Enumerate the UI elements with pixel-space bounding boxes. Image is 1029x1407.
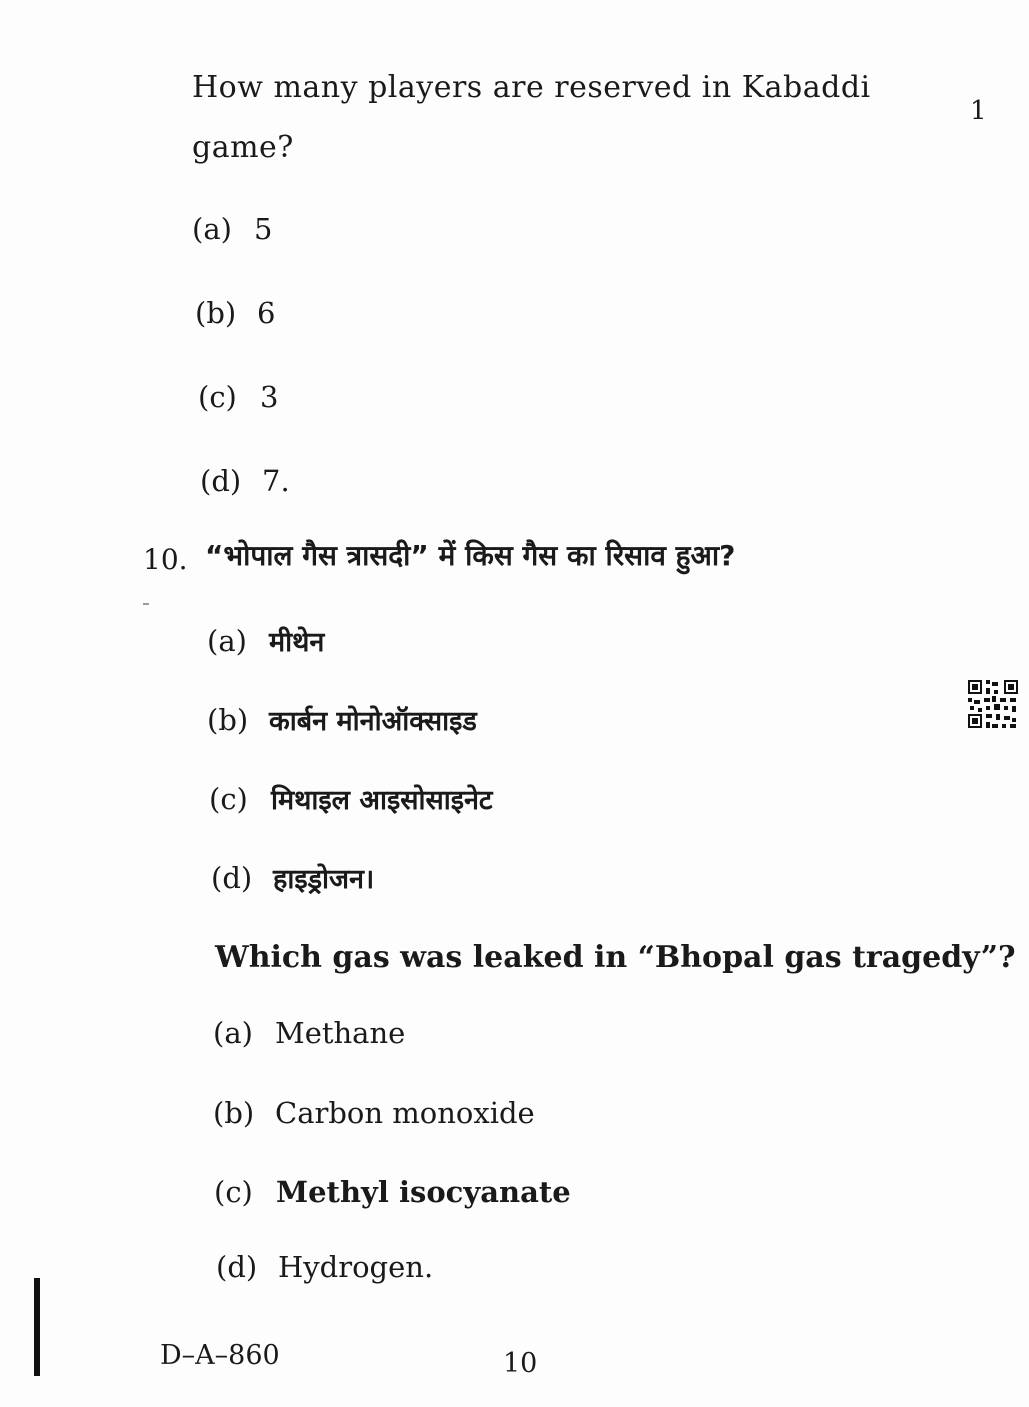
question-10-hindi-text: “भोपाल गैस त्रासदी” में किस गैस का रिसाव हुआ? xyxy=(205,539,736,572)
option-label: (c) xyxy=(214,1175,253,1209)
option-text: 5 xyxy=(254,212,273,246)
option-text: Methane xyxy=(275,1016,406,1050)
q10-english-option-c xyxy=(214,1175,571,1209)
option-text: मिथाइल आइसोसाइनेट xyxy=(271,785,493,816)
option-text: 3 xyxy=(260,380,279,414)
option-text: कार्बन मोनोऑक्साइड xyxy=(269,706,477,737)
q9-option-a xyxy=(192,212,272,246)
option-text: Carbon monoxide xyxy=(275,1096,535,1130)
option-text: 6 xyxy=(257,296,276,330)
paper-code: D–A–860 xyxy=(160,1340,280,1371)
q10-hindi-option-a xyxy=(207,622,324,659)
option-label: (d) xyxy=(200,464,242,498)
question-10-number: 10. xyxy=(143,543,188,576)
marks-label: 1 xyxy=(970,96,987,126)
option-text: हाइड्रोजन। xyxy=(273,864,375,895)
option-label: (a) xyxy=(192,212,232,246)
option-text: 7. xyxy=(262,464,290,498)
page-number: 10 xyxy=(503,1348,538,1379)
q10-english-option-b xyxy=(213,1096,535,1130)
q9-option-d xyxy=(200,464,290,498)
option-label: (a) xyxy=(207,624,247,658)
margin-tick xyxy=(143,603,149,605)
question-9-line-1: How many players are reserved in Kabaddi xyxy=(192,70,871,105)
q10-english-option-a xyxy=(213,1016,405,1050)
option-label: (a) xyxy=(213,1016,253,1050)
option-text: Hydrogen. xyxy=(278,1250,434,1284)
option-label: (b) xyxy=(213,1096,255,1130)
option-label: (b) xyxy=(195,296,237,330)
question-9-line-2: game? xyxy=(192,130,294,165)
q9-option-b xyxy=(195,296,275,330)
q10-hindi-option-d xyxy=(211,859,374,896)
margin-bar xyxy=(34,1278,40,1376)
q10-hindi-option-b xyxy=(207,701,477,738)
option-text: Methyl isocyanate xyxy=(276,1175,571,1209)
option-label: (d) xyxy=(216,1250,258,1284)
q9-option-c xyxy=(198,380,278,414)
question-10-english-text: Which gas was leaked in “Bhopal gas tragedy”? xyxy=(215,940,1016,975)
q10-hindi-option-c xyxy=(209,780,493,817)
option-text: मीथेन xyxy=(269,627,325,658)
option-label: (d) xyxy=(211,861,253,895)
qr-code-icon xyxy=(968,680,1018,728)
option-label: (b) xyxy=(207,703,249,737)
option-label: (c) xyxy=(198,380,237,414)
q10-english-option-d xyxy=(216,1250,433,1284)
option-label: (c) xyxy=(209,782,248,816)
